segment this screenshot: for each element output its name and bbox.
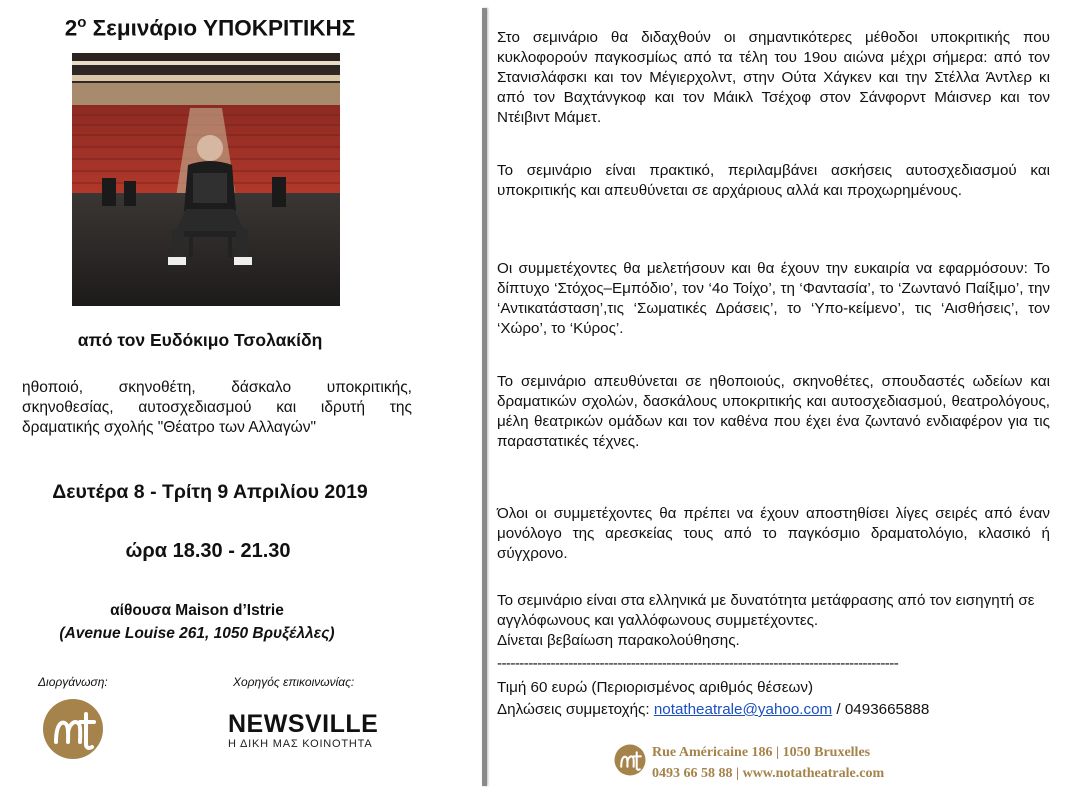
venue-address: (Avenue Louise 261, 1050 Βρυξέλλες): [59, 625, 335, 642]
paragraph-methods: Στο σεμινάριο θα διδαχθούν οι σημαντικότερες μέθοδοι υποκριτικής που κυκλοφορούν παγκοσμίως από τα τέλη του 19ου αιώνα μέχρι σήμερα: από τον Στανισλάφσκι και τον Μέγιερχολντ, στην Ούτα Χάγκεν και την Στέλλα Άντλερ κι από τον Βαχτάνγκοφ και τον Μάικλ Τσέχοφ στον Σάνφορντ Μάισνερ και τον Ντέιβιντ Μάμετ.: [497, 29, 1050, 126]
newsville-logo: [228, 710, 378, 750]
instructor-name: από τον Ευδόκιμο Τσολακίδη: [77, 330, 323, 350]
footer-logo-icon: [614, 744, 646, 776]
sponsor-label: Χορηγός επικοινωνίας:: [233, 675, 355, 689]
instructor-bio: ηθοποιό, σκηνοθέτη, δάσκαλο υποκριτικής, σκηνοθεσίας, αυτοσχεδιασμού και ιδρυτή της δραματικής σχολής "Θέατρο των Αλλαγών": [22, 379, 412, 436]
contact-email-link[interactable]: notatheatrale@yahoo.com: [653, 701, 833, 718]
contact-phone: / 0493665888: [832, 701, 930, 718]
title-text: Σεμινάριο ΥΠΟΚΡΙΤΙΚΗΣ: [86, 15, 356, 41]
certificate-note: Δίνεται βεβαίωση παρακολούθησης.: [497, 632, 740, 649]
event-venue: [0, 599, 394, 645]
newsville-tagline: Η ΔΙΚΗ ΜΑΣ ΚΟΙΝΟΤΗΤΑ: [228, 738, 373, 750]
event-hours: ώρα 18.30 - 21.30: [125, 540, 291, 562]
venue-name: αίθουσα Maison d’Istrie: [110, 602, 284, 619]
vertical-divider: [482, 8, 487, 786]
footer-phone-web: 0493 66 58 88 | www.notatheatrale.com: [652, 766, 885, 781]
footer-street: Rue Américaine 186 | 1050 Bruxelles: [652, 745, 871, 760]
paragraph-practical: Το σεμινάριο είναι πρακτικό, περιλαμβάνει ασκήσεις αυτοσχεδιασμού και υποκριτικής και απευθύνεται σε αρχάριους αλλά και προχωρημένους.: [497, 162, 1050, 199]
paragraph-audience: Το σεμινάριο απευθύνεται σε ηθοποιούς, σκηνοθέτες, σπουδαστές ωδείων και δραματικών σχολών, δασκάλους υποκριτικής και αυτοσχεδιασμού, θεατρολόγους, μέλη θεατρικών ομάδων και τον καθένα που έχει ένα ζωντανό ενδιαφέρον για τις παραστατικές τέχνες.: [497, 373, 1050, 450]
organizer-label: Διοργάνωση:: [38, 675, 108, 689]
contact-line: [497, 700, 1050, 720]
price-line: Τιμή 60 ευρώ (Περιορισμένος αριθμός θέσεων): [497, 679, 814, 696]
title-number: 2: [64, 15, 78, 41]
contact-label: Δηλώσεις συμμετοχής:: [497, 701, 654, 718]
language-note: Το σεμινάριο είναι στα ελληνικά με δυνατότητα μετάφρασης από τον εισηγητή σε αγγλόφωνους και γαλλόφωνους συμμετέχοντες.: [497, 592, 1035, 629]
instructor-photo: [72, 53, 340, 306]
paragraph-language: [497, 591, 1050, 651]
theatre-stage-image: [72, 53, 340, 306]
paragraph-topics: Οι συμμετέχοντες θα μελετήσουν και θα έχουν την ευκαιρία να εφαρμόσουν: Το δίπτυχο ‘Στόχος–Εμπόδιο’, τον ‘4ο Τοίχο’, τη ‘Φαντασία’, το ‘Ζωντανό Παίξιμο’, την ‘Αντικατάσταση’,τις ‘Σωματικές Δράσεις’, το ‘Υπο-κείμενο’, τις ‘Αισθήσεις’, τον ‘Χώρο’, το ‘Κύρος’.: [497, 260, 1050, 337]
left-column: [0, 0, 470, 794]
newsville-name: NEWSVILLE: [228, 710, 379, 738]
footer-address: [652, 742, 884, 784]
paragraph-monologue: Όλοι οι συμμετέχοντες θα πρέπει να έχουν αποστηθίσει λίγες σειρές από έναν μονόλογο της αρεσκείας τους από το παγκόσμιο δραματολόγιο, κλασικό ή σύγχρονο.: [497, 505, 1050, 562]
notatheatrale-logo-icon: [42, 698, 104, 760]
separator-line: ------------------------------------------------------------------------------------------: [497, 655, 899, 672]
poster-title: [0, 14, 420, 42]
title-ordinal: ο: [77, 14, 87, 31]
event-dates: Δευτέρα 8 - Τρίτη 9 Απριλίου 2019: [52, 481, 368, 503]
